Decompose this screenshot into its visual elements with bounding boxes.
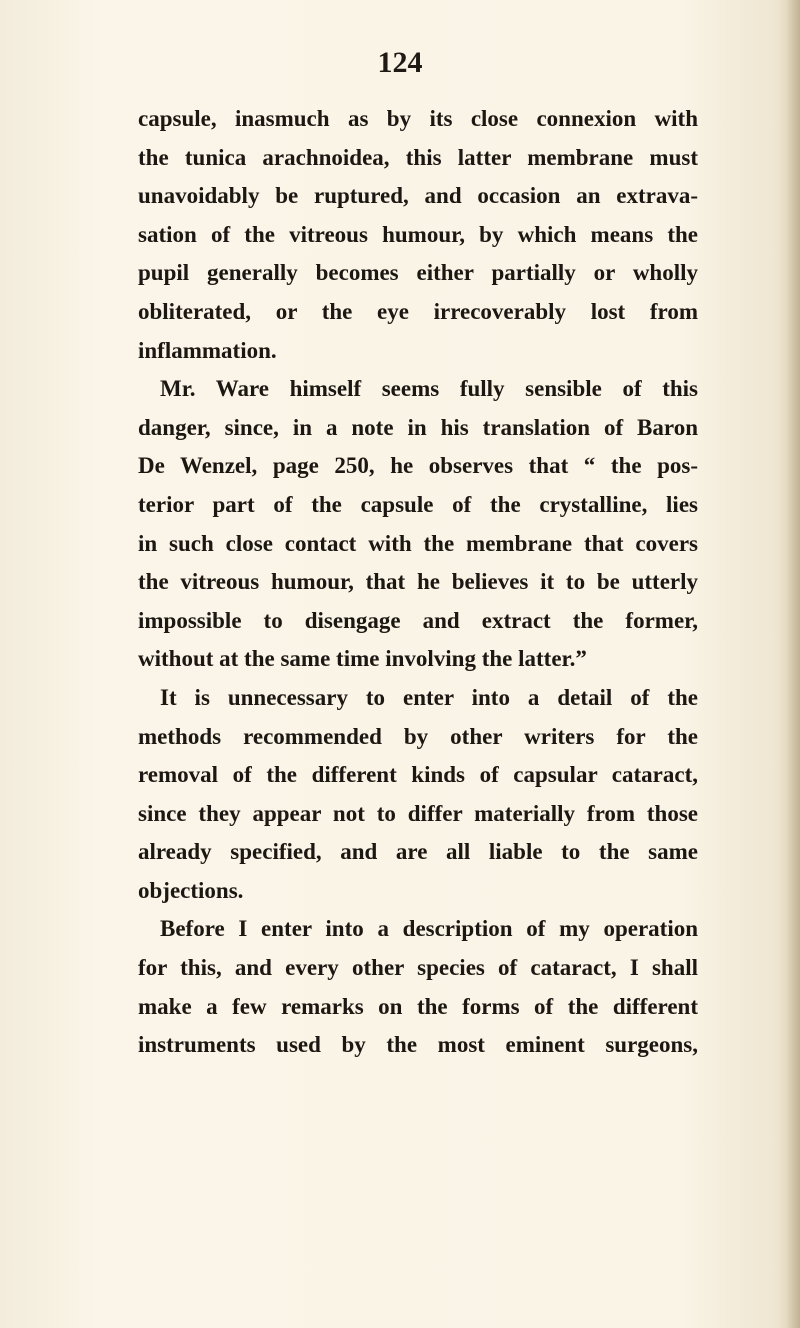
text-line: impossible to disengage and extract the former, xyxy=(138,607,698,633)
text-line: danger, since, in a note in his translation of Baron xyxy=(138,414,698,440)
text-line: since they appear not to differ materially from those xyxy=(138,800,698,826)
text-line: De Wenzel, page 250, he observes that “ the pos- xyxy=(138,453,698,479)
body-text xyxy=(138,100,698,1065)
text-line: without at the same time involving the latter.” xyxy=(138,646,587,672)
text-line: pupil generally becomes either partially or wholly xyxy=(138,260,698,286)
text-line: already specified, and are all liable to the same xyxy=(138,839,698,865)
text-line: terior part of the capsule of the crystalline, lies xyxy=(138,491,698,517)
text-line: methods recommended by other writers for the xyxy=(138,723,698,749)
text-line: the vitreous humour, that he believes it to be utterly xyxy=(138,569,698,595)
text-line: sation of the vitreous humour, by which means the xyxy=(138,221,698,247)
text-line: instruments used by the most eminent surgeons, xyxy=(138,1032,698,1058)
text-line: in such close contact with the membrane that covers xyxy=(138,530,698,556)
paragraph-start: Before I enter into a description of my operation xyxy=(160,916,698,942)
text-line: the tunica arachnoidea, this latter membrane must xyxy=(138,144,698,170)
text-line: inflammation. xyxy=(138,337,277,363)
page-number: 124 xyxy=(377,46,423,79)
paragraph-start: Mr. Ware himself seems fully sensible of this xyxy=(160,376,698,402)
text-line: objections. xyxy=(138,877,244,903)
paragraph-start: It is unnecessary to enter into a detail of the xyxy=(160,684,698,710)
text-line: removal of the different kinds of capsular cataract, xyxy=(138,762,698,788)
text-line: obliterated, or the eye irrecoverably lost from xyxy=(138,298,698,324)
text-line: capsule, inasmuch as by its close connexion with xyxy=(138,106,698,131)
page-edge-shadow xyxy=(786,0,800,1328)
text-line: make a few remarks on the forms of the different xyxy=(138,993,698,1019)
text-line: for this, and every other species of cataract, I shall xyxy=(138,955,698,981)
text-line: unavoidably be ruptured, and occasion an extrava- xyxy=(138,183,698,209)
